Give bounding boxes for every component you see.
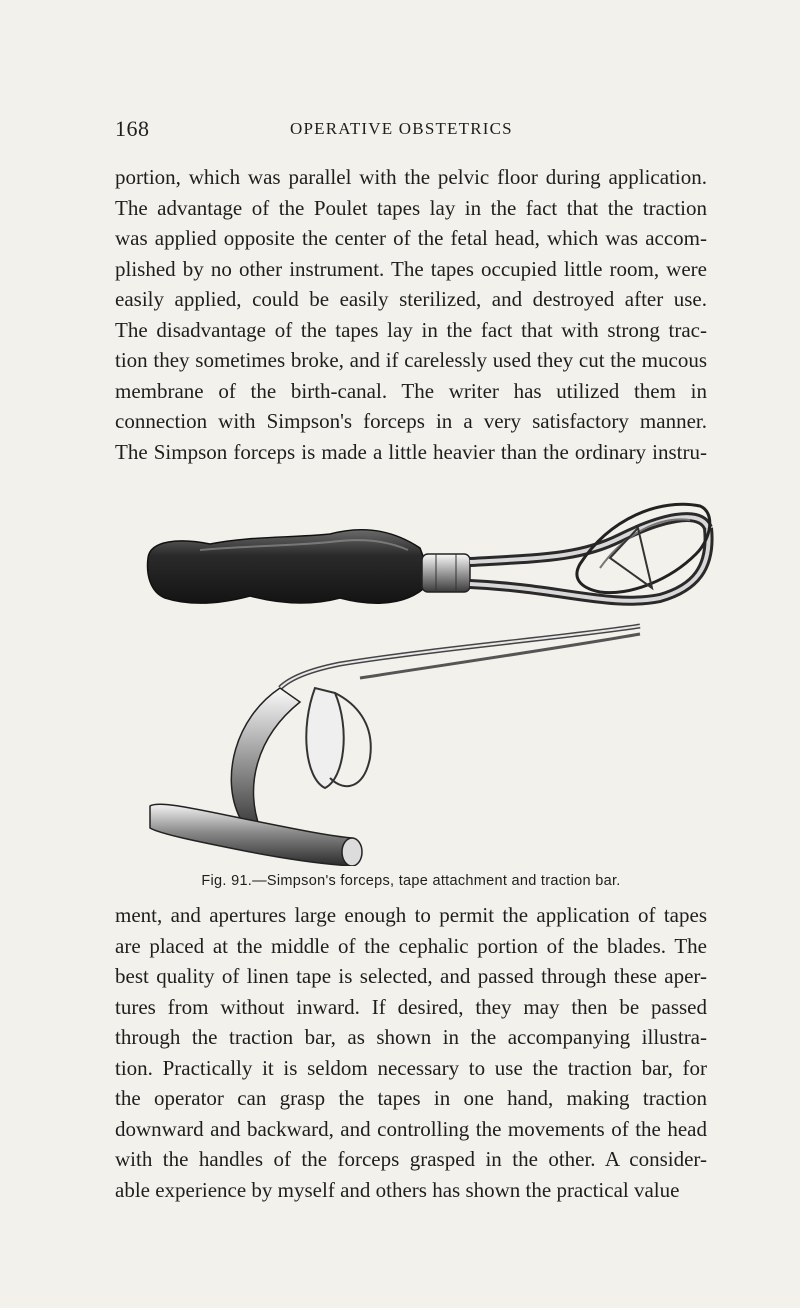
text-line: The disadvantage of the tapes lay in the fact that with strong trac-	[115, 317, 707, 342]
text-line: ment, and apertures large enough to permit the application of tapes	[115, 903, 707, 927]
text-line: was applied opposite the center of the fetal head, which was accom-	[115, 226, 707, 250]
tape-strip	[280, 626, 640, 688]
text-line: able experience by myself and others has shown the practical value	[115, 1177, 680, 1202]
forceps-illustration	[140, 488, 715, 866]
text-line: with the handles of the forceps grasped in the other. A consider-	[115, 1147, 707, 1171]
paragraph-top	[115, 162, 707, 467]
forceps-handle	[148, 530, 432, 604]
text-line: plished by no other instrument. The tapes occupied little room, were	[115, 256, 707, 281]
forceps-shank-upper	[470, 517, 708, 562]
text-line: tures from without inward. If desired, they may then be passed	[115, 994, 707, 1019]
page-number: 168	[115, 116, 150, 141]
forceps-lock	[422, 554, 470, 592]
text-line: best quality of linen tape is selected, and passed through these aper-	[115, 964, 707, 988]
text-line: connection with Simpson's forceps in a very satisfactory manner.	[115, 409, 707, 433]
traction-bar-arm	[231, 688, 300, 828]
text-line: downward and backward, and controlling the movements of the head	[115, 1116, 707, 1141]
text-line: membrane of the birth-canal. The writer has utilized them in	[115, 378, 707, 403]
text-line: tion they sometimes broke, and if carelessly used they cut the mucous	[115, 348, 707, 372]
text-line: The Simpson forceps is made a little heavier than the ordinary instru-	[115, 439, 707, 464]
running-head	[115, 116, 715, 140]
text-line: The advantage of the Poulet tapes lay in the fact that the traction	[115, 195, 707, 220]
paragraph-bottom	[115, 900, 707, 1205]
text-line: easily applied, could be easily sterilized, and destroyed after use.	[115, 287, 707, 311]
figure-caption: Fig. 91.—Simpson's forceps, tape attachment and traction bar.	[201, 873, 621, 889]
forceps-figure	[140, 488, 715, 866]
tape-loop	[306, 688, 343, 788]
text-line: portion, which was parallel with the pelvic floor during application.	[115, 165, 707, 189]
text-line: tion. Practically it is seldom necessary to use the traction bar, for	[115, 1055, 707, 1080]
text-line: are placed at the middle of the cephalic portion of the blades. The	[115, 933, 707, 958]
text-line: the operator can grasp the tapes in one hand, making traction	[115, 1086, 707, 1110]
running-title: OPERATIVE OBSTETRICS	[290, 119, 513, 138]
text-line: through the traction bar, as shown in the accompanying illustra-	[115, 1025, 707, 1049]
